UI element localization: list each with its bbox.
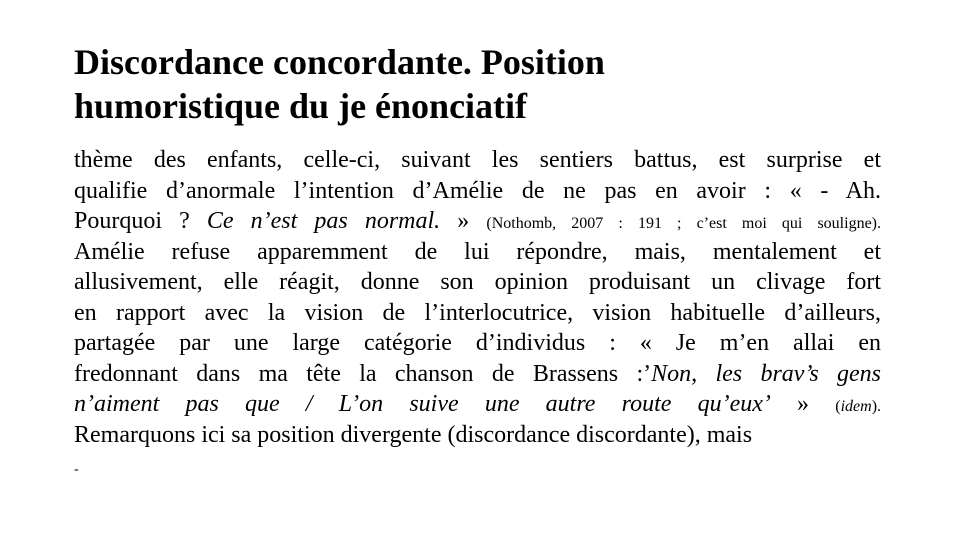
text-line-1: thème des enfants, celle-ci, suivant les sentiers battus, est surprise et [74, 147, 881, 173]
text-line-3 [74, 206, 881, 237]
slide-title [74, 40, 894, 128]
quote-close-2: » [770, 391, 836, 417]
text-line-2: qualifie d’anormale l’intention d’Amélie de ne pas en avoir : « - Ah. [74, 177, 881, 204]
text-line-9 [74, 389, 881, 420]
citation-open: ( [835, 398, 841, 415]
footer-mark: - [74, 462, 79, 477]
song-quote-part-2: n’aiment pas que / L’on suive une autre route qu’eux’ [74, 391, 771, 417]
citation-close: ). [871, 398, 882, 415]
song-quote-part-1: Non, les brav’s gens [651, 360, 882, 387]
body-paragraph [74, 145, 881, 450]
text-line-5: allusivement, elle réagit, donne son opinion produisant un clivage fort [74, 269, 881, 295]
citation-idem: idem [840, 398, 872, 415]
text-line-8-start: fredonnant dans ma tête la chanson de Brassens :’ [74, 360, 652, 387]
text-line-7: partagée par une large catégorie d’individus : « Je m’en allai en [74, 330, 881, 356]
slide-title-line-2: humoristique du je énonciatif [74, 86, 528, 126]
quote-italic: Ce n’est pas normal. [206, 208, 441, 234]
quote-close: » [440, 208, 487, 234]
text-line-6: en rapport avec la vision de l’interlocutrice, vision habituelle d’ailleurs, [74, 299, 881, 326]
text-line-10: Remarquons ici sa position divergente (discordance discordante), mais [74, 421, 753, 448]
text-line-3-start: Pourquoi ? [74, 208, 207, 234]
citation: (Nothomb, 2007 : 191 ; c’est moi qui souligne). [486, 215, 881, 232]
text-line-4: Amélie refuse apparemment de lui répondre, mais, mentalement et [74, 238, 881, 265]
slide-title-line-1: Discordance concordante. Position [74, 42, 605, 82]
text-line-8 [74, 359, 881, 390]
